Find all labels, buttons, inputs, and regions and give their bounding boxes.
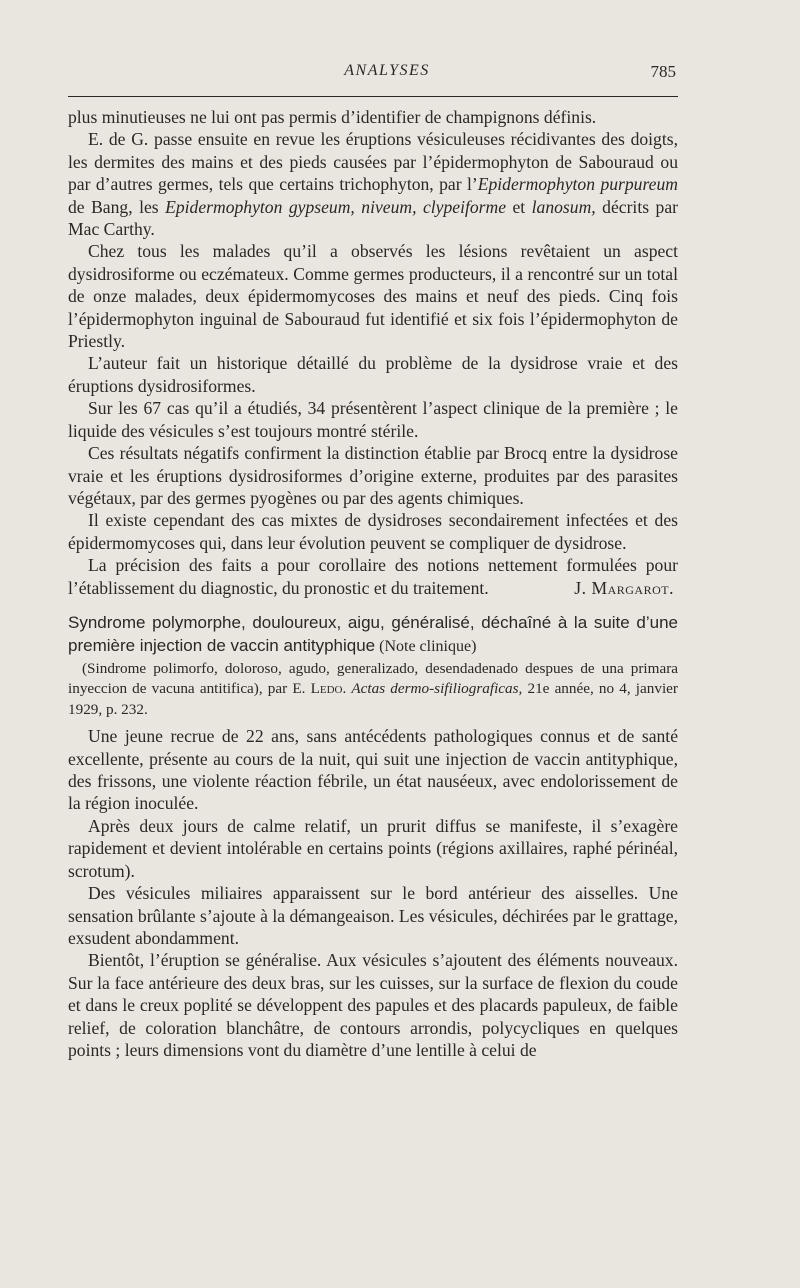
header-rule: [68, 96, 678, 97]
paragraph-prurit: Après deux jours de calme relatif, un prurit diffus se manifeste, il s’exagère rapidement et devient intolérable en certains points (régions axillaires, raphé périnéal, scrotum).: [68, 815, 678, 881]
paragraph-precision: [68, 554, 678, 599]
species-name: Epidermophyton purpureum: [477, 174, 678, 195]
species-name: Epidermophyton gypseum, niveum, clypeiforme: [165, 196, 507, 217]
species-name: lanosum,: [531, 196, 596, 217]
paragraph-continued: plus minutieuses ne lui ont pas permis d’identifier de champignons définis.: [68, 107, 597, 127]
page-header: [68, 60, 678, 90]
text-run: de Bang, les: [68, 196, 166, 217]
paragraph-cas: Sur les 67 cas qu’il a étudiés, 34 présentèrent l’aspect clinique de la première ; le liquide des vésicules s’est toujours montré stérile.: [68, 398, 678, 441]
page-number: 785: [650, 62, 676, 81]
text-run: et: [506, 196, 532, 217]
paragraph-cas-mixtes: Il existe cependant des cas mixtes de dysidroses secondairement infectées et des épidermomycoses qui, dans leur évolution peuvent se compliquer de dysidrose.: [68, 510, 678, 553]
article-reference: [68, 659, 678, 721]
paragraph-malades: Chez tous les malades qu’il a observés les lésions revêtaient un aspect dysidrosiforme ou eczémateux. Comme germes producteurs, il a rencontré sur un total de onze malades, deux épidermomycoses des mains et neuf des pieds. Cinq fois l’épidermophyton inguinal de Sabouraud fut identifié et six fois l’épidermophyton de Priestly.: [68, 241, 678, 352]
paragraph-resultats: Ces résultats négatifs confirment la distinction établie par Brocq entre la dysidrose vraie et les éruptions dysidrosiformes d’origine externe, produites par des parasites végétaux, par des germes pyogènes ou par des agents chimiques.: [68, 443, 678, 508]
paragraph-recrue: Une jeune recrue de 22 ans, sans antécédents pathologiques connus et de santé excellente, présente au cours de la nuit, qui suit une injection de vaccin antityphique, des frissons, une violente réaction fébrile, un état nauséeux, avec endolorissement de la région inoculée.: [68, 726, 678, 814]
running-head: ANALYSES: [344, 62, 430, 79]
text-run: 21e année, no 4, janvier 1929, p. 232.: [68, 680, 678, 718]
text-run: (Sindrome polimorfo, doloroso, agudo, generalizado, desendadenado despues de una primara inyeccion de vacuna antitifica), par: [68, 659, 678, 698]
reference-author: E. Ledo.: [292, 680, 347, 698]
paragraph-historique: L’auteur fait un historique détaillé du problème de la dysidrose vraie et des éruptions dysidrosiformes.: [68, 353, 678, 396]
article-title: Syndrome polymorphe, douloureux, aigu, généralisé, déchaîné à la suite d’une première injection de vaccin antityphique: [68, 612, 678, 656]
reference-journal: Actas dermo-sifiliograficas,: [351, 680, 523, 698]
paragraph-eruptions: [68, 128, 678, 240]
article-note: (Note clinique): [375, 638, 477, 656]
paragraph-vesicules: Des vésicules miliaires apparaissent sur le bord antérieur des aisselles. Une sensation brûlante s’ajoute à la démangeaison. Les vésicules, déchirées par le grattage, exsudent abondamment.: [68, 883, 678, 948]
author-signature: J. Margarot.: [574, 577, 674, 598]
paragraph-eruption-generalisee: Bientôt, l’éruption se généralise. Aux vésicules s’ajoutent des éléments nouveaux. Sur la face antérieure des deux bras, sur les cuisses, sur la surface de flexion du coude et dans le creux poplité se développent des papules et des placards papuleux, de faible relief, de coloration blanchâtre, de contours arrondis, polycycliques en quelques points ; leurs dimensions vont du diamètre d’une lentille à celui de: [68, 950, 678, 1060]
article-heading: [68, 611, 678, 659]
text-run: E. de G. passe ensuite en revue les éruptions vésiculeuses récidivantes des doigts, les dermites des mains et des pieds causées par l’épidermophyton de Sabouraud ou par d’autres germes, tels que certains trichophyton, par l’: [68, 129, 678, 195]
text-run: La précision des faits a pour corollaire des notions nettement formulées pour l’établissement du diagnostic, du pronostic et du traitement.: [68, 555, 678, 598]
text-run: décrits par Mac Carthy.: [68, 196, 678, 240]
page-body: [68, 106, 678, 1061]
